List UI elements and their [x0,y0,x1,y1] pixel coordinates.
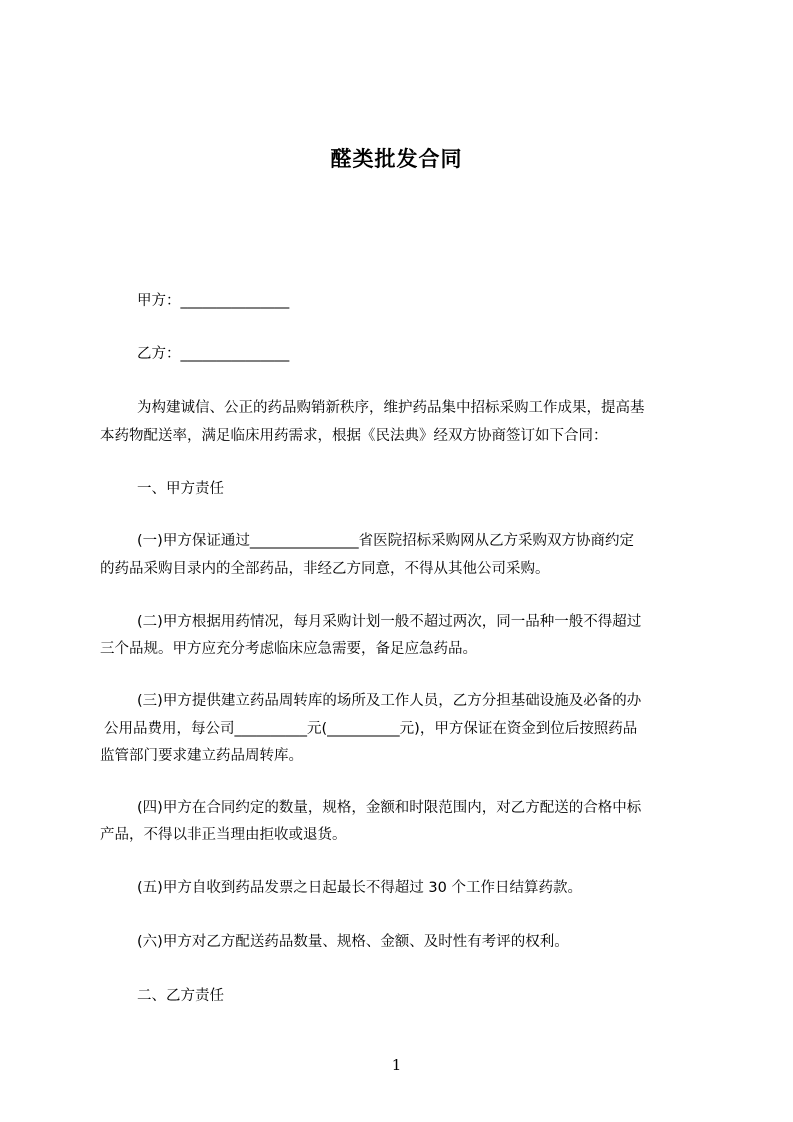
clause-4-line-2: 产品，不得以非正当理由拒收或退货。 [100,827,347,843]
clause-1-line-2: 的药品采购目录内的全部药品，非经乙方同意，不得从其他公司采购。 [100,561,550,577]
intro-line-1: 为构建诚信、公正的药品购销新秩序，维护药品集中招标采购工作成果，提高基 [137,400,645,416]
clause-2-line-1: (二)甲方根据用药情况，每月采购计划一般不超过两次，同一品种一般不得超过 [137,614,642,630]
clause-5-line-1: (五)甲方自收到药品发票之日起最长不得超过 30 个工作日结算药款。 [137,880,582,896]
party-a-line: 甲方：_______________ [137,293,290,309]
section-1-heading: 一、甲方责任 [137,481,224,497]
party-b-line: 乙方：_______________ [137,346,290,362]
page-number: 1 [391,1056,402,1074]
intro-line-2: 本药物配送率，满足临床用药需求，根据《民法典》经双方协商签订如下合同： [100,428,608,444]
clause-3-line-2: 公用品费用，每公司__________元(__________元)，甲方保证在资金到位后按照药品 [104,721,638,737]
clause-6-line-1: (六)甲方对乙方配送药品数量、规格、金额、及时性有考评的权利。 [137,934,569,950]
document-title: 醛类批发合同 [330,147,463,171]
clause-1-line-1: (一)甲方保证通过_______________省医院招标采购网从乙方采购双方协商约定 [137,533,635,549]
clause-3-line-1: (三)甲方提供建立药品周转库的场所及工作人员，乙方分担基础设施及必备的办 [137,693,642,709]
section-2-heading: 二、乙方责任 [137,988,224,1004]
clause-3-line-3: 监管部门要求建立药品周转库。 [100,748,303,764]
clause-2-line-2: 三个品规。甲方应充分考虑临床应急需要，备足应急药品。 [100,641,477,657]
clause-4-line-1: (四)甲方在合同约定的数量，规格，金额和时限范围内，对乙方配送的合格中标 [137,800,642,816]
